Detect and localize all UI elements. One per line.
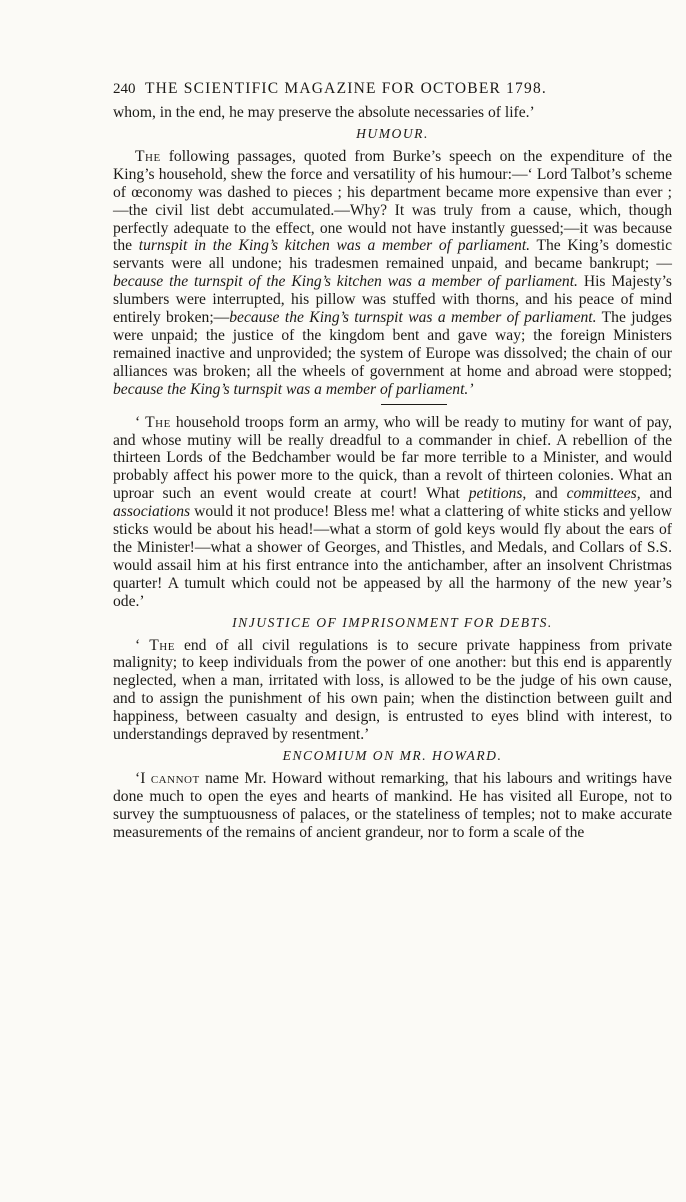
text-run: household troops form an army, who will be ready to mutiny for want of pay, and whose mutiny will be really dreadful to a commander in chief. A rebellion of the thirteen Lords of the Bedchamber would be far more terrible to a Minister, and would probably affect his power more to the quick, than a revolt of thirteen colonies. What an uproar such an event would create at court! What (113, 413, 672, 503)
lead-word: cannot (150, 770, 200, 787)
section-heading-injustice: INJUSTICE OF IMPRISONMENT FOR DEBTS. (232, 614, 553, 630)
page-number: 240 (113, 81, 136, 97)
humour-paragraph-1 (113, 148, 672, 399)
italic-run: because the King’s turnspit was a member of parliament. (229, 309, 597, 327)
text-run: following passages, quoted from Burke’s speech on the expenditure of the King’s household, shew the force and versatility of his humour:—‘ Lord Talbot’s scheme of œconomy was dashed to pieces ; his department became more expensive than ever ; —the civil list debt accumulated.—Why? It was truly from a cause, which, though perfectly adequate to the effect, one would not have instantly guessed;—it was because the (113, 147, 672, 255)
running-head: THE SCIENTIFIC MAGAZINE FOR OCTOBER 1798. (145, 80, 547, 97)
italic-run: committees, (566, 485, 641, 503)
text-run: and (526, 485, 567, 503)
text-run: and (640, 485, 673, 503)
text-run: The judges were unpaid; the justice of the kingdom bent and gave way; the foreign Ministers remained inactive and unprovided; the system of Europe was dissolved; the chain of our alliances was broken; all the wheels of government at home and abroad were stopped; (113, 309, 672, 380)
text-run: end of all civil regulations is to secure private happiness from private malignity; to keep individuals from the power of one another: but this end is apparently neglected, when a man, irritated with loss, is allowed to be the judge of his own cause, and to assign the punishment of his own pain; when the distinction between guilt and happiness, between casualty and design, is entrusted to eyes blind with interest, to understandings depraved by resentment.’ (113, 636, 672, 744)
lead-word: The (135, 147, 161, 165)
intro-paragraph: whom, in the end, he may preserve the absolute necessaries of life.’ (113, 104, 535, 121)
text-run: name Mr. Howard without remarking, that his labours and writings have done much to open the eyes and hearts of mankind. He has visited all Europe, not to survey the sumptuousness of palaces, or the stateliness of temples; not to make accurate measurements of the remains of ancient grandeur, nor to form a scale of the (113, 770, 672, 841)
lead-word: The (149, 636, 175, 654)
open-quote: ‘ (135, 413, 146, 431)
encomium-paragraph (113, 770, 672, 842)
humour-paragraph-2 (113, 414, 672, 611)
injustice-paragraph (113, 637, 672, 744)
lead-word: The (145, 413, 171, 431)
section-divider (381, 404, 447, 405)
section-heading-encomium: ENCOMIUM ON MR. HOWARD. (282, 748, 503, 763)
open-quote: ‘I (135, 770, 151, 787)
italic-run: because the King’s turnspit was a member of parliament.’ (113, 380, 474, 398)
text-run: The King’s domestic servants were all undone; his tradesmen remained unpaid, and became bankrupt; — (113, 237, 672, 273)
italic-run: because the turnspit of the King’s kitchen was a member of parliament. (113, 273, 578, 291)
italic-run: turnspit in the King’s kitchen was a member of parliament. (138, 237, 531, 255)
section-heading-humour: HUMOUR. (356, 125, 429, 141)
text-run: His Majesty’s slumbers were interrupted, his pillow was stuffed with thorns, and his peace of mind entirely broken;— (113, 273, 673, 327)
italic-run: petitions, (468, 485, 527, 503)
open-quote: ‘ (135, 636, 150, 654)
italic-run: associations (113, 503, 191, 521)
page-header (113, 80, 672, 98)
text-run: would it not produce! Bless me! what a clattering of white sticks and yellow sticks would be about his head!—what a storm of gold keys would fly about the ears of the Minister!—what a shower of Georges, and Thistles, and Medals, and Collars of S.S. would assail him at his first entrance into the antichamber, after an insolvent Christmas quarter! A tumult which could not be appeased by all the harmony of the new year’s ode.’ (113, 503, 672, 610)
